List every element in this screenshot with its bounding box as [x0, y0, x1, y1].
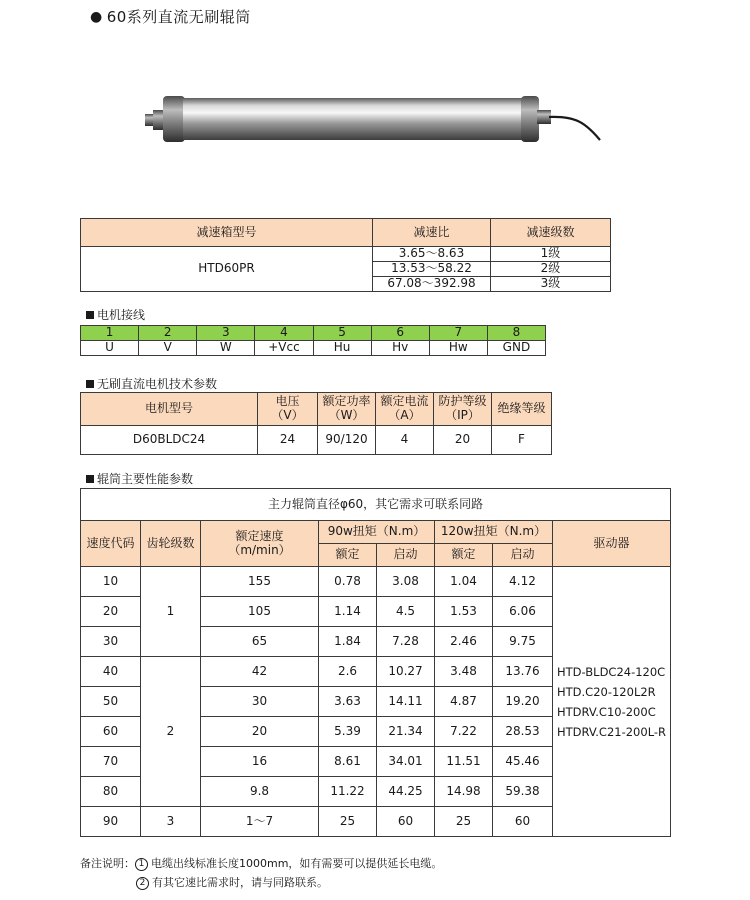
torque-90-rated: 2.6 [319, 657, 377, 687]
rated-speed: 105 [201, 597, 319, 627]
wiring-heading [86, 306, 145, 323]
speed-code: 50 [81, 687, 141, 717]
speed-code: 90 [81, 807, 141, 837]
gearbox-model: HTD60PR [81, 247, 373, 292]
header-rated-speed [201, 521, 319, 567]
pin-number: 7 [429, 326, 487, 341]
header-motor-model: 电机型号 [81, 393, 258, 426]
torque-90-rated: 1.14 [319, 597, 377, 627]
torque-90-start: 14.11 [377, 687, 435, 717]
torque-90-rated: 3.63 [319, 687, 377, 717]
header-voltage-label: 电压 [275, 394, 300, 409]
gearbox-ratio: 3.65～8.63 [373, 247, 491, 262]
square-bullet-icon [86, 380, 94, 388]
torque-120-rated: 1.53 [435, 597, 493, 627]
performance-caption: 主力辊筒直径φ60，其它需求可联系同路 [81, 489, 671, 521]
torque-120-rated: 14.98 [435, 777, 493, 807]
rated-speed: 20 [201, 717, 319, 747]
header-power-unit: （W） [328, 408, 365, 422]
torque-90-rated: 25 [319, 807, 377, 837]
torque-120-rated: 7.22 [435, 717, 493, 747]
pin-signal: Hw [429, 340, 487, 355]
gearbox-stages: 3级 [491, 277, 611, 292]
torque-120-start: 60 [493, 807, 553, 837]
table-row [81, 567, 671, 597]
pin-signal: Hv [371, 340, 429, 355]
gearbox-table [80, 218, 611, 292]
pin-number: 2 [139, 326, 197, 341]
note-text: 电缆出线标准长度1000mm，如有需要可以提供延长电缆。 [151, 857, 443, 870]
torque-120-start: 13.76 [493, 657, 553, 687]
torque-90-rated: 0.78 [319, 567, 377, 597]
pin-number: 4 [255, 326, 313, 341]
header-start: 启动 [493, 544, 553, 567]
header-rated: 额定 [435, 544, 493, 567]
gearbox-stages: 2级 [491, 262, 611, 277]
torque-90-start: 34.01 [377, 747, 435, 777]
header-torque-120w: 120w扭矩（N.m） [435, 521, 553, 544]
driver-model: HTD-BLDC24-120C [557, 664, 666, 679]
header-insulation: 绝缘等级 [492, 393, 552, 426]
torque-90-start: 60 [377, 807, 435, 837]
motor-power: 90/120 [318, 426, 376, 455]
rated-speed: 65 [201, 627, 319, 657]
gear-stages: 2 [141, 657, 201, 807]
speed-code: 70 [81, 747, 141, 777]
pin-number: 6 [371, 326, 429, 341]
square-bullet-icon [86, 311, 94, 319]
torque-120-rated: 1.04 [435, 567, 493, 597]
driver-model: HTD.C20-120L2R [557, 684, 656, 699]
circled-number-icon: 2 [136, 877, 149, 890]
header-gear-stages: 齿轮级数 [141, 521, 201, 567]
page-title [90, 6, 251, 27]
torque-90-start: 44.25 [377, 777, 435, 807]
header-torque-90w: 90w扭矩（N.m） [319, 521, 435, 544]
motor-voltage: 24 [258, 426, 318, 455]
torque-120-start: 28.53 [493, 717, 553, 747]
torque-120-start: 19.20 [493, 687, 553, 717]
torque-120-rated: 3.48 [435, 657, 493, 687]
header-current [376, 393, 434, 426]
torque-90-rated: 1.84 [319, 627, 377, 657]
torque-120-rated: 11.51 [435, 747, 493, 777]
gear-stages: 1 [141, 567, 201, 657]
torque-120-rated: 2.46 [435, 627, 493, 657]
rated-speed: 16 [201, 747, 319, 777]
driver-model: HTDRV.C21-200L-R [557, 724, 667, 739]
torque-90-start: 7.28 [377, 627, 435, 657]
note-line-1 [80, 855, 442, 871]
torque-120-start: 59.38 [493, 777, 553, 807]
gearbox-stages: 1级 [491, 247, 611, 262]
torque-120-start: 6.06 [493, 597, 553, 627]
gearbox-header-model: 减速箱型号 [81, 219, 373, 247]
rated-speed: 155 [201, 567, 319, 597]
header-speed-code: 速度代码 [81, 521, 141, 567]
pin-number: 8 [487, 326, 545, 341]
header-start: 启动 [377, 544, 435, 567]
pin-signal: Hu [313, 340, 371, 355]
motor-current: 4 [376, 426, 434, 455]
header-power-label: 额定功率 [322, 394, 371, 409]
torque-90-start: 10.27 [377, 657, 435, 687]
wiring-table [80, 325, 546, 356]
pin-number: 1 [81, 326, 139, 341]
rated-speed: 42 [201, 657, 319, 687]
header-rated: 额定 [319, 544, 377, 567]
notes-label: 备注说明： [80, 857, 135, 870]
torque-120-start: 45.46 [493, 747, 553, 777]
torque-90-start: 21.34 [377, 717, 435, 747]
gearbox-header-stages: 减速级数 [491, 219, 611, 247]
roller-motor-image [145, 80, 615, 170]
motor-insulation: F [492, 426, 552, 455]
pin-number: 5 [313, 326, 371, 341]
gearbox-ratio: 13.53～58.22 [373, 262, 491, 277]
torque-120-start: 9.75 [493, 627, 553, 657]
motor-params-table [80, 392, 552, 455]
torque-120-rated: 25 [435, 807, 493, 837]
speed-code: 10 [81, 567, 141, 597]
note-text: 有其它速比需求时，请与同路联系。 [152, 876, 328, 889]
torque-120-start: 4.12 [493, 567, 553, 597]
pin-signal: GND [487, 340, 545, 355]
speed-code: 40 [81, 657, 141, 687]
pin-number: 3 [197, 326, 255, 341]
pin-signal: W [197, 340, 255, 355]
gearbox-header-ratio: 减速比 [373, 219, 491, 247]
speed-code: 60 [81, 717, 141, 747]
header-rated-speed-label: 额定速度 [235, 528, 284, 543]
torque-90-rated: 5.39 [319, 717, 377, 747]
rated-speed: 30 [201, 687, 319, 717]
note-line-2 [136, 874, 328, 890]
speed-code: 20 [81, 597, 141, 627]
header-voltage [258, 393, 318, 426]
performance-heading [86, 470, 193, 487]
gearbox-ratio: 67.08～392.98 [373, 277, 491, 292]
gear-stages: 3 [141, 807, 201, 837]
torque-90-rated: 11.22 [319, 777, 377, 807]
torque-90-start: 3.08 [377, 567, 435, 597]
header-driver: 驱动器 [553, 521, 671, 567]
torque-90-start: 4.5 [377, 597, 435, 627]
pin-signal: U [81, 340, 139, 355]
circled-number-icon: 1 [135, 858, 148, 871]
header-current-unit: （A） [388, 408, 421, 422]
motor-params-heading-text: 无刷直流电机技术参数 [97, 377, 218, 391]
torque-90-rated: 8.61 [319, 747, 377, 777]
page-title-text: 60系列直流无刷辊筒 [106, 8, 251, 26]
motor-protection: 20 [434, 426, 492, 455]
motor-params-heading [86, 375, 217, 392]
pin-signal: +Vcc [255, 340, 313, 355]
header-voltage-unit: （V） [271, 408, 304, 422]
header-protection-label: 防护等级 [438, 394, 487, 409]
performance-heading-text: 辊筒主要性能参数 [97, 472, 194, 486]
header-rated-speed-unit: （m/min） [228, 542, 291, 557]
driver-list [553, 567, 671, 837]
speed-code: 30 [81, 627, 141, 657]
pin-signal: V [139, 340, 197, 355]
rated-speed: 9.8 [201, 777, 319, 807]
torque-120-rated: 4.87 [435, 687, 493, 717]
square-bullet-icon [86, 475, 94, 483]
header-protection-unit: （IP） [445, 408, 480, 422]
header-current-label: 额定电流 [380, 394, 429, 409]
driver-model: HTDRV.C10-200C [557, 704, 656, 719]
performance-table [80, 488, 671, 837]
motor-model: D60BLDC24 [81, 426, 258, 455]
header-power [318, 393, 376, 426]
bullet-icon: ● [90, 8, 103, 25]
rated-speed: 1～7 [201, 807, 319, 837]
speed-code: 80 [81, 777, 141, 807]
header-protection [434, 393, 492, 426]
wiring-heading-text: 电机接线 [97, 308, 146, 322]
